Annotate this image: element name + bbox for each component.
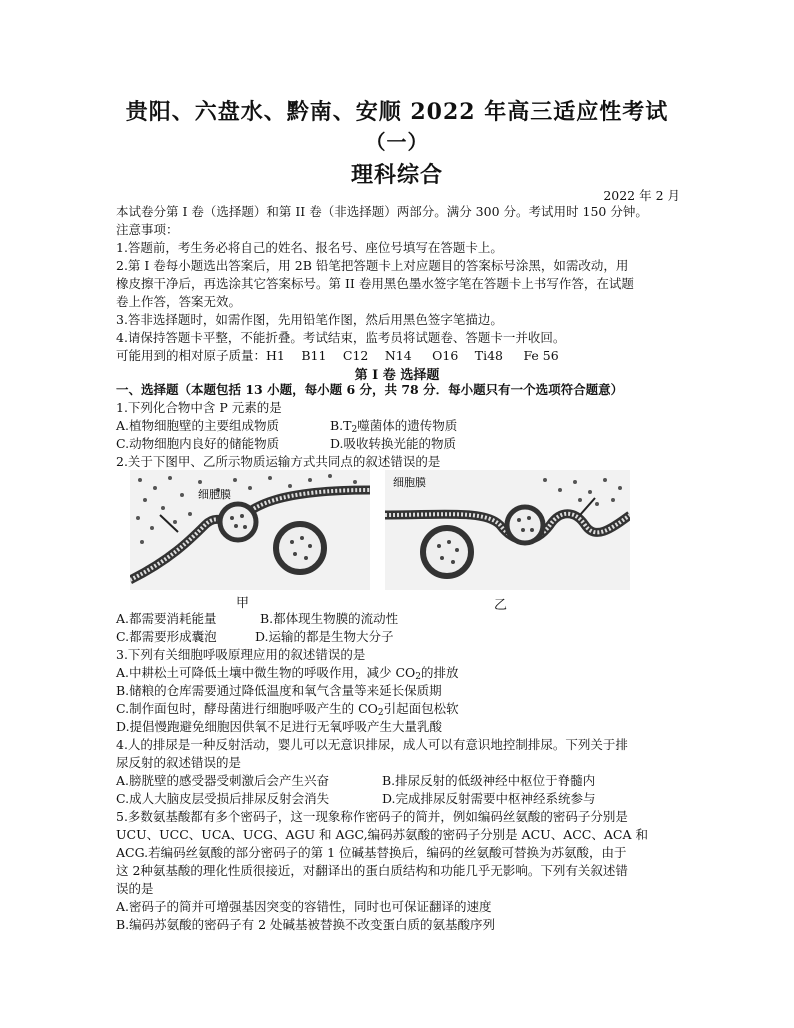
figure-caption-yi: 乙 [494,598,508,613]
note-line: 3.答非选择题时，如需作图，先用铅笔作图，然后用黑色签字笔描边。 [116,312,503,327]
exam-title-part: （一） [365,130,429,154]
q4-option-c: C.成人大脑皮层受损后排尿反射会消失 [116,791,330,806]
q3-option-c-post: 引起面包松软 [383,701,459,716]
q2-stem: 2.关于下图甲、乙所示物质运输方式共同点的叙述错误的是 [116,454,441,469]
q5-option-b: B.编码苏氨酸的密码子有 2 处碱基被替换不改变蛋白质的氨基酸序列 [116,917,496,932]
q4-option-d: D.完成排尿反射需要中枢神经系统参与 [381,791,596,806]
q1-option-d: D.吸收转换光能的物质 [329,436,457,451]
section-title: 第 I 卷 选择题 [354,368,440,383]
exam-subject: 理科综合 [350,162,443,188]
q3-option-a-pre: A.中耕松土可降低土壤中微生物的呼吸作用，减少 CO [116,665,416,680]
q2-option-a: A.都需要消耗能量 [116,611,217,626]
q1-option-c: C.动物细胞内良好的储能物质 [116,436,280,451]
q2-option-c: C.都需要形成囊泡 [116,629,217,644]
q3-option-a-sub: 2 [415,672,422,682]
q5-stem-line: 5.多数氨基酸都有多个密码子，这一现象称作密码子的简并，例如编码丝氨酸的密码子分别是 [116,809,628,824]
notes-title: 注意事项： [116,222,179,237]
q2-option-d: D.运输的都是生物大分子 [254,629,394,644]
q3-option-a-post: 的排放 [421,665,459,680]
figure-caption-jia: 甲 [236,596,250,611]
q1-option-a: A.植物细胞壁的主要组成物质 [116,418,280,433]
q5-stem-line: ACG.若编码丝氨酸的部分密码子的第 1 位碱基替换后，编码的丝氨酸可替换为苏氨酸，由于 [116,845,627,860]
figure-yi-exocytosis [385,470,630,590]
exam-title: 贵阳、六盘水、黔南、安顺 2022 年高三适应性考试 [125,99,669,125]
note-line: 4.请保持答题卡平整，不能折叠。考试结束，监考员将试题卷、答题卡一并收回。 [116,330,566,345]
q4-stem-line1: 4.人的排尿是一种反射活动，婴儿可以无意识排尿，成人可以有意识地控制排尿。下列关于排 [116,737,628,752]
q2-options-row1 [116,610,676,627]
q3-stem: 3.下列有关细胞呼吸原理应用的叙述错误的是 [116,647,366,662]
q3-option-c-pre: C.制作面包时，酵母菌进行细胞呼吸产生的 CO [116,701,378,716]
fusing-vesicle [507,507,543,543]
q3-option-b: B.储粮的仓库需要通过降低温度和氧气含量等来延长保质期 [116,683,442,698]
membrane-label: 细胞膜 [393,477,426,489]
q2-options-row2 [116,628,676,645]
intro-text: 本试卷分第 I 卷（选择题）和第 II 卷（非选择题）两部分。满分 300 分。考试用时 150 分钟。 [116,204,648,219]
q2-option-b: B.都体现生物膜的流动性 [259,611,399,626]
q1-stem: 1.下列化合物中含 P 元素的是 [116,400,282,415]
note-line: 卷上作答，答案无效。 [116,294,242,309]
membrane-label: 细胞膜 [198,489,231,501]
q4-stem-line2: 尿反射的叙述错误的是 [116,755,242,770]
q4-option-a: A.膀胱壁的感受器受刺激后会产生兴奋 [116,773,330,788]
q1-option-b-post: 噬菌体的遗传物质 [357,418,458,433]
note-line: 2.第 I 卷每小题选出答案后，用 2B 铅笔把答题卡上对应题目的答案标号涂黑，如需改动，用 [116,258,629,273]
vesicle [423,528,471,576]
q3-option-c-sub: 2 [377,708,384,718]
q1-option-b-pre: B.T [329,418,352,433]
atomic-masses: 可能用到的相对原子质量：H1 B11 C12 N14 O16 Ti48 Fe 56 [116,348,559,363]
q5-option-a: A.密码子的简并可增强基因突变的容错性，同时也可保证翻译的速度 [116,899,492,914]
note-line: 橡皮擦干净后，再选涂其它答案标号。第 II 卷用黑色墨水签字笔在答题卡上书写作答，在试题 [116,276,634,291]
q5-stem-line: 误的是 [116,881,154,896]
q4-option-b: B.排尿反射的低级神经中枢位于脊髓内 [381,773,596,788]
q1-options-row2 [116,435,676,452]
forming-vesicle [220,504,256,540]
note-line: 1.答题前，考生务必将自己的姓名、报名号、座位号填写在答题卡上。 [116,240,503,255]
vesicle [276,524,324,572]
q4-options-row2 [116,790,676,807]
q5-stem-line: 这 2种氨基酸的理化性质很接近，对翻译出的蛋白质结构和功能几乎无影响。下列有关叙述错 [116,863,628,878]
q5-stem-line: UCU、UCC、UCA、UCG、AGU 和 AGC,编码苏氨酸的密码子分别是 ACU、ACC、ACA 和 [116,827,648,842]
q4-options-row1 [116,772,676,789]
section-heading: 一、选择题（本题包括 13 小题，每小题 6 分，共 78 分．每小题只有一个选项符合题意） [116,382,624,397]
q1-option-b-sub: 2 [351,425,358,435]
figure-jia-endocytosis [130,470,370,590]
q3-option-d: D.提倡慢跑避免细胞因供氧不足进行无氧呼吸产生大量乳酸 [116,719,443,734]
exam-date: 2022 年 2 月 [603,188,680,203]
